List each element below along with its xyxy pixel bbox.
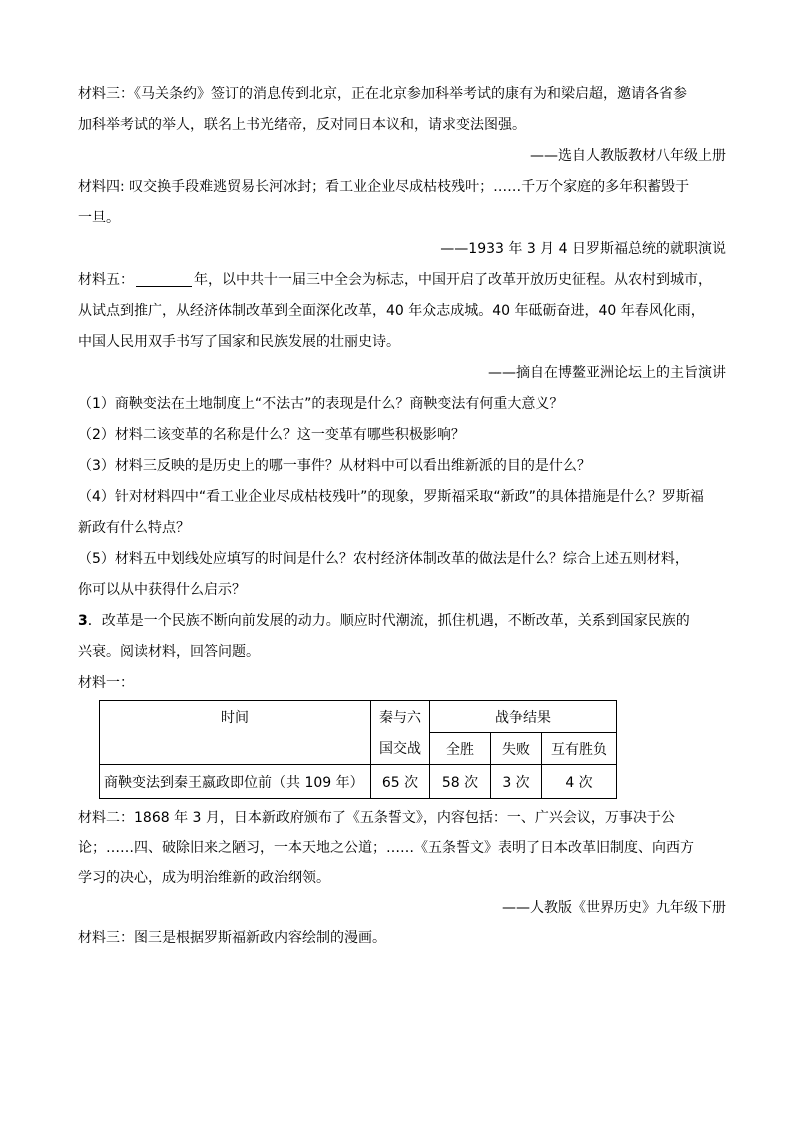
material-2-source: ——人教版《世界历史》九年级下册 <box>502 900 726 916</box>
material-3-line-1: 材料三：《马关条约》签订的消息传到北京，正在北京参加科举考试的康有为和梁启超，邀请各省参 <box>78 86 687 102</box>
question-1: （1）商鞅变法在土地制度上“不法古”的表现是什么？商鞅变法有何重大意义？ <box>78 396 564 412</box>
material-4-line-1: 材料四: 叹交换手段难逃贸易长河冰封；看工业企业尽成枯枝残叶；……千万个家庭的多年积蓄毁于 <box>78 179 690 195</box>
material-3-line-2: 加科举考试的举人，联名上书光绪帝，反对同日本议和，请求变法图强。 <box>78 117 526 133</box>
question-3: （3）材料三反映的是历史上的哪一事件？从材料中可以看出维新派的目的是什么？ <box>78 458 591 474</box>
material-3-source: ——选自人教版教材八年级上册 <box>530 148 726 164</box>
upper-text-block <box>78 79 726 699</box>
cell-period: 商鞅变法到秦王嬴政即位前（共 109 年） <box>100 765 371 799</box>
question-4-line-1: （4）针对材料四中“看工业企业尽成枯枝残叶”的现象，罗斯福采取“新政”的具体措施是什么？罗斯福 <box>78 489 704 505</box>
material-5-line-3: 中国人民用双手书写了国家和民族发展的壮丽史诗。 <box>78 334 400 350</box>
question-4-line-2: 新政有什么特点？ <box>78 520 190 536</box>
header-mixed: 互有胜负 <box>542 733 617 765</box>
material-5-line-1 <box>78 265 726 296</box>
lower-text-block <box>78 803 726 953</box>
problem-number: 3 <box>78 613 88 629</box>
cell-win: 58 次 <box>430 765 491 799</box>
problem-3-line-1 <box>78 606 726 637</box>
material-2-line-3: 学习的决心，成为明治维新的政治纲领。 <box>78 870 330 886</box>
war-results-table <box>99 700 617 799</box>
question-5-line-1: （5）材料五中划线处应填写的时间是什么？农村经济体制改革的做法是什么？综合上述五则材料， <box>78 551 689 567</box>
question-2: （2）材料二该变革的名称是什么？这一变革有哪些积极影响？ <box>78 427 465 443</box>
material-2-line-2: 论；……四、破除旧来之陋习，一本天地之公道；……《五条誓文》表明了日本改革旧制度、向西方 <box>78 840 694 856</box>
header-battles-line-2: 国交战 <box>371 733 430 765</box>
header-battles-line-1: 秦与六 <box>371 701 430 733</box>
cell-mixed: 4 次 <box>542 765 617 799</box>
material-4-source: ——1933 年 3 月 4 日罗斯福总统的就职演说 <box>440 241 726 257</box>
material-4-line-2: 一旦。 <box>78 210 120 226</box>
cell-lose: 3 次 <box>491 765 542 799</box>
table-header-row-1 <box>100 701 617 733</box>
header-time: 时间 <box>100 701 371 765</box>
material-5-line-1-rest: 年，以中共十一届三中全会为标志，中国开启了改革开放历史征程。从农村到城市， <box>194 272 712 288</box>
table <box>99 700 617 799</box>
question-5-line-2: 你可以从中获得什么启示？ <box>78 582 246 598</box>
material-3-cartoon-line: 材料三：图三是根据罗斯福新政内容绘制的漫画。 <box>78 930 386 946</box>
material-2-line-1: 材料二：1868 年 3 月，日本新政府颁布了《五条誓文》，内容包括：一、广兴会议，万事决于公 <box>78 810 675 826</box>
cell-battles: 65 次 <box>371 765 430 799</box>
problem-3-line-2: 兴衰。阅读材料，回答问题。 <box>78 644 260 660</box>
material-5-source: ——摘自在博鳌亚洲论坛上的主旨演讲 <box>488 365 726 381</box>
header-war-result: 战争结果 <box>430 701 617 733</box>
header-total-win: 全胜 <box>430 733 491 765</box>
material-5-line-2: 从试点到推广，从经济体制改革到全面深化改革，40 年众志成城。40 年砥砺奋进，40 年春风化雨， <box>78 303 705 319</box>
fill-blank <box>136 270 192 287</box>
material-1-label: 材料一： <box>78 675 134 691</box>
material-5-label: 材料五： <box>78 272 134 288</box>
problem-3-line-1-rest: ．改革是一个民族不断向前发展的动力。顺应时代潮流，抓住机遇，不断改革，关系到国家民族的 <box>87 613 690 629</box>
header-defeat: 失败 <box>491 733 542 765</box>
table-row <box>100 765 617 799</box>
